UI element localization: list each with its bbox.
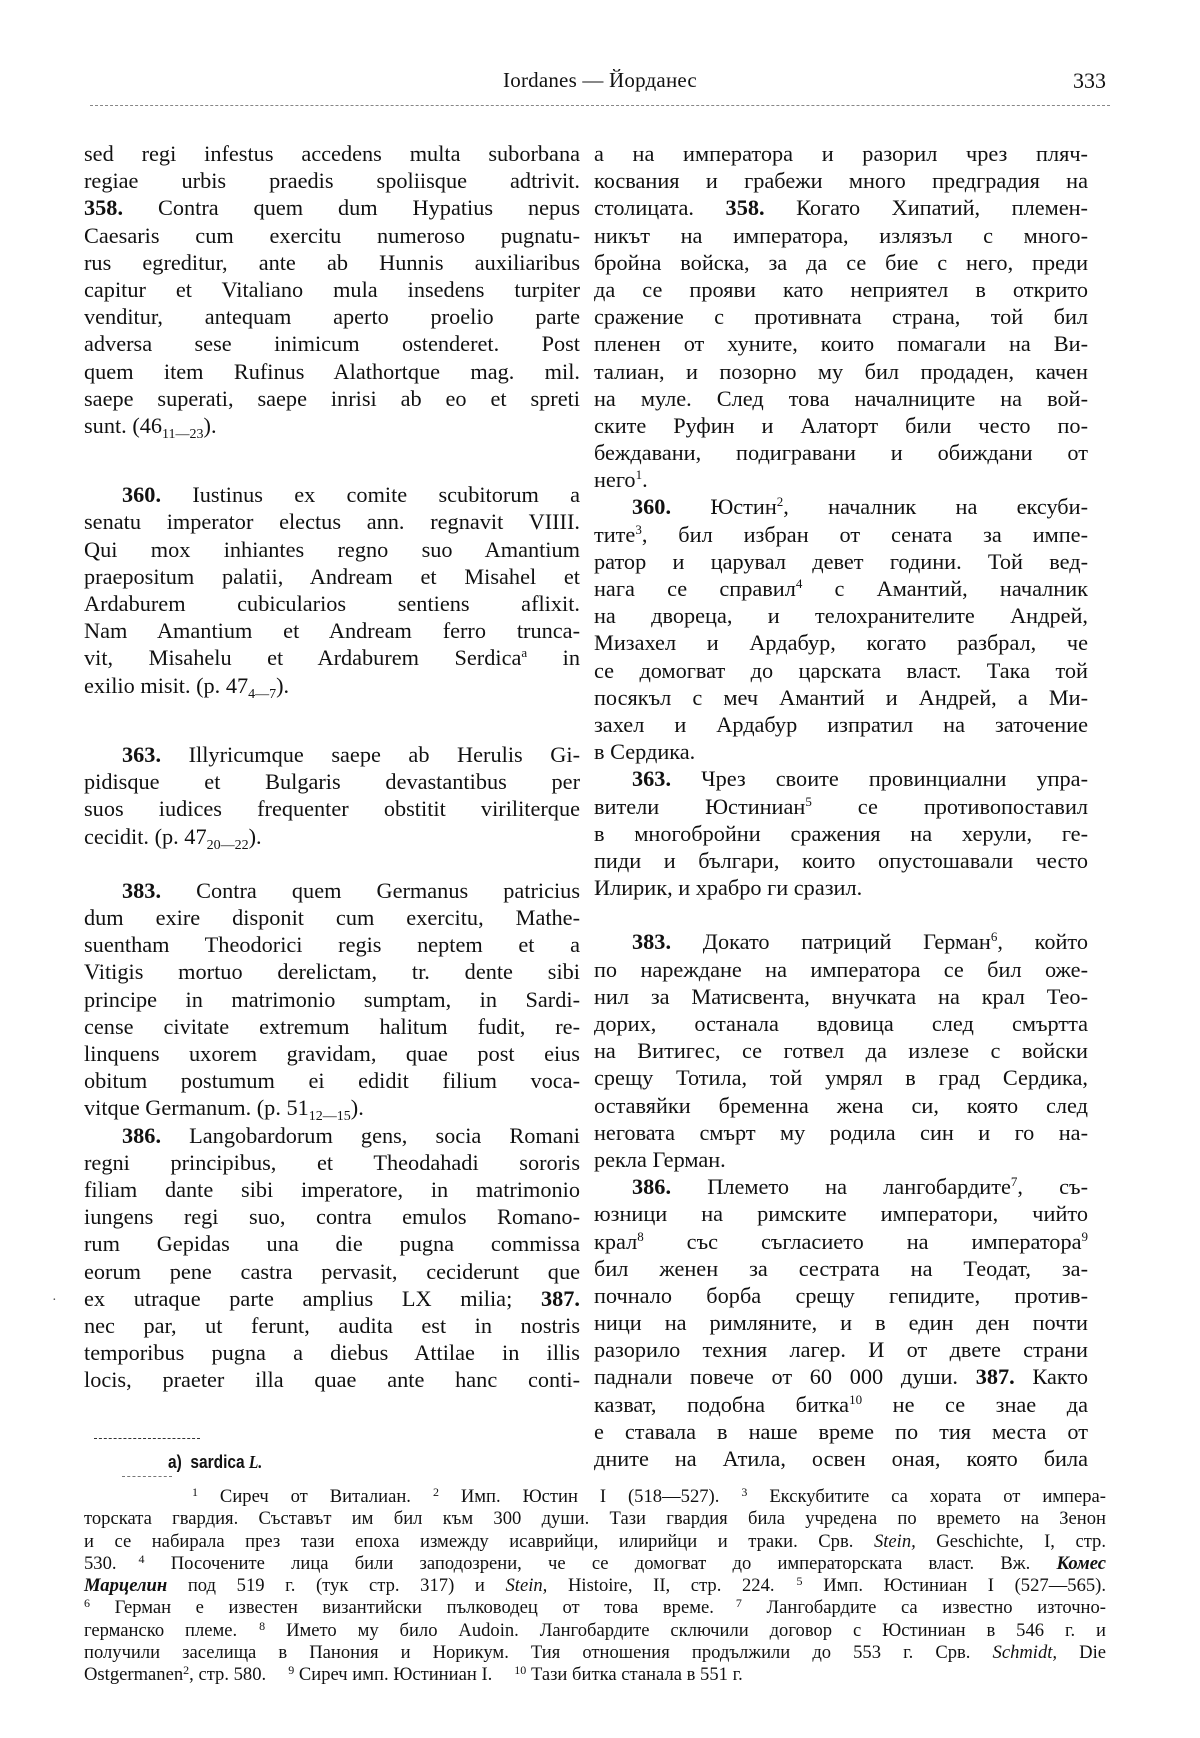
section-number: 363. [632,766,672,792]
text-segment: вители Юстиниан [594,793,806,819]
text-line: срещу Тотила, той умрял в град Сердика, [594,1065,1088,1091]
text-line: пленен от хуните, които помагали на Ви- [594,331,1088,357]
footnote-number: 5 [796,1574,803,1589]
text-line: дорих, останала вдовица след смъртта [594,1011,1088,1036]
bulgarian-paragraph-360 [594,493,1088,765]
text-line: nec par, ut ferunt, audita est in nostris [84,1312,580,1338]
text-line: venditur, antequam aperto proelio parte [84,304,580,330]
text-segment: ). [276,672,290,698]
text-line [594,793,1088,820]
text-segment: Както [1032,1364,1089,1390]
section-number: 383. [122,877,162,903]
text-segment: тите [594,521,636,547]
chronicle-name: Марцелин [84,1575,168,1597]
text-line: ратор и царувал девет години. Той вед- [594,548,1088,574]
text-segment: нага се справил [594,576,796,601]
text-line [84,481,580,508]
latin-paragraph-360 [84,481,580,702]
text-segment: се противопоставил [811,793,1089,819]
section-number: 386. [632,1174,672,1200]
footnote-text: Имп. Юстиниан I (527—565). [823,1575,1107,1597]
footnote-line: торската гвардия. Съставът им бил към 300 души. Тази гвардия била учредена по времето на Зенон [84,1508,1106,1530]
text-line: да се прояви като неприятел в открито [594,276,1088,302]
text-segment: Докато патриций Герман [702,929,991,955]
text-line: бил женен за сестрата на Теодат, за- [594,1255,1088,1281]
footnote-text: Посочените лица били заподозрени, че се домогват до императорската власт. Вж. [170,1552,1031,1574]
text-line: Ardaburem cubicularios sentiens aflixit. [84,591,580,616]
text-line: temporibus pugna a diebus Attilae in illis [84,1340,580,1366]
text-line: рекла Герман. [594,1146,726,1172]
text-segment: Племето на лангобардите [707,1174,1011,1200]
footnotes [84,1486,1106,1687]
text-line: е ставала в наше време по тия места от [594,1418,1088,1444]
section-number: 387. [540,1285,580,1311]
latin-paragraph-386-387 [84,1122,580,1394]
spacer [84,699,580,726]
latin-paragraph-363 [84,741,580,853]
section-number: 386. [122,1122,162,1148]
text-line: дните на Атила, освен оная, която била [594,1446,1088,1471]
footnote-number: 4 [138,1551,145,1566]
author-name: Stein, [505,1575,548,1597]
footnote-line [84,1531,1106,1553]
footnote-text: Екскубитите са хората от импера- [769,1486,1106,1507]
footnote-number: 7 [735,1596,742,1611]
text-line: почнало борба срещу гепидите, против- [594,1282,1088,1308]
text-line [84,1122,580,1149]
text-line: юзници на римските императори, чийто [594,1201,1088,1227]
text-line: разорило техния лагер. И от двете страни [594,1337,1088,1363]
page-header [90,68,1110,104]
footnote-text: получили заселища в Панония и Норикум. Тия отношения продължили до 553 г. Срв. [84,1642,971,1664]
footnote-marker[interactable]: 10 [849,1391,863,1407]
text-segment: Contra quem Germanus patricius [196,877,581,903]
apparatus-reading: sardica [190,1452,245,1472]
text-line: беждавани, подигравани и обиждани от [594,440,1088,466]
footnote-number: 6 [84,1596,90,1611]
text-segment: Когато Хипатий, племен- [796,195,1088,221]
spacer [84,850,580,877]
footnote-text: Името му било Audoin. Лангобардите сключили договор с Юстиниан в 546 г. и [286,1619,1106,1641]
text-line: Caesaris cum exercitu numeroso pugnatu- [84,222,580,248]
text-line: на Витигес, се готвел да излезе с войски [594,1038,1088,1064]
page-ref-subscript: 12—15 [308,1109,351,1125]
text-line: regni principibus, et Theodahadi sororis [84,1149,580,1175]
text-line [594,1173,1088,1200]
text-segment: не се знае да [862,1391,1089,1417]
critical-apparatus [168,1452,262,1473]
text-segment: паднали повече от 60 000 души. [594,1364,959,1390]
text-segment: с Амантий, началник [802,576,1088,601]
text-segment: Чрез своите провинциални упра- [701,766,1088,792]
footnote-text: Сиреч имп. Юстиниан I. [298,1664,493,1686]
footnote-text: Сиреч от Виталиан. [219,1486,411,1507]
text-line: а на императора и разорил чрез пляч- [594,141,1088,166]
text-line: ници на римляните, и в един ден почти [594,1310,1088,1336]
apparatus-label: a) [168,1452,182,1472]
text-line [84,672,580,702]
text-line [594,1391,1088,1418]
page-ref-subscript: 20—22 [206,837,249,853]
text-line: Илирик, и храбро ги сразил. [594,875,863,901]
text-segment: Iustinus ex comite scubitorum a [192,482,580,508]
text-segment: cecidit. (p. 47 [84,823,207,849]
text-line: adversa sese inimicum ostenderet. Post [84,331,580,357]
text-line: оставяйки бременна жена си, която след [594,1092,1088,1118]
text-line [594,521,1088,548]
bulgarian-column [594,140,1088,1472]
footnote-marker[interactable]: 5 [805,793,812,809]
text-line [84,823,580,853]
footnote-text: и се набирала през тази епоха измежду исаврийци, илирийци и траки. Срв. [84,1530,854,1552]
text-line: ските Руфин и Алаторт били често по- [594,412,1088,438]
footnote-number: 10 [514,1663,527,1678]
text-line: в Сердика. [594,739,696,765]
text-line [594,493,1088,520]
text-line: неговата смърт му родила син и го на- [594,1119,1088,1145]
footnote-text: Имп. Юстин I (518—527). [460,1486,720,1507]
footnote-marker[interactable]: 2 [776,494,784,510]
text-line [84,1094,580,1125]
footnote-line [84,1597,1106,1619]
footnote-rule [122,1476,172,1477]
text-line: Vitigis mortuo derelictam, tr. dente sibi [84,959,580,985]
section-number: 360. [122,482,162,508]
text-segment: Юстин [710,494,777,520]
text-segment: . [642,467,648,493]
text-segment: столицата. [594,195,694,221]
text-segment: него [594,467,636,493]
bulgarian-paragraph-363 [594,765,1088,901]
footnote-line [84,1620,1106,1642]
text-line: capitur et Vitaliano mula insedens turpiter [84,276,580,302]
author-name: Schmidt, [992,1642,1058,1664]
latin-paragraph-357-358 [84,140,580,442]
margin-mark: · [52,1293,57,1308]
footnote-text: Ostgermanen [84,1664,184,1686]
text-line: захел и Ардабур изпратил на заточение [594,711,1088,737]
text-segment: vit, Misahelu et Ardaburem Serdica [84,645,522,671]
footnote-marker[interactable]: 9 [1081,1228,1088,1244]
text-line: iungens regi suo, contra emulos Romano- [84,1204,580,1230]
text-line: по нареждане на императора се бил оже- [594,956,1088,982]
text-line: suos iudices frequenter obstitit viriliterque [84,796,580,822]
text-segment: sunt. (46 [84,412,163,438]
text-segment: Illyricumque saepe ab Herulis Gi- [188,741,580,767]
text-line [594,466,1088,493]
footnote-line [84,1575,1106,1597]
text-segment: със съгласието на императора [643,1228,1082,1254]
footnote-marker[interactable]: 1 [635,467,643,483]
footnote-text: германско племе. [84,1619,238,1641]
text-line: в многобройни сражения на херули, ге- [594,820,1088,846]
page-number: 333 [1073,68,1106,93]
footnote-text: 530. [84,1552,117,1574]
footnote-text: , стр. 580. [189,1664,267,1686]
text-line: dum exire disponit cum exercitu, Mathe- [84,905,580,931]
footnote-line [84,1486,1106,1508]
text-line [84,1285,580,1312]
text-line: пиди и българи, които опустошавали често [594,847,1088,873]
text-line [84,194,580,221]
text-line: praepositum palatii, Andream et Misahel et [84,563,580,589]
footnote-number: 3 [741,1485,748,1499]
spacer [84,439,580,466]
text-line [594,765,1088,792]
footnote-marker[interactable]: 6 [990,929,998,945]
text-segment: , който [997,929,1089,955]
footnote-number: 9 [288,1663,295,1678]
text-line [594,928,1088,955]
author-name: Stein, [873,1530,916,1552]
footnote-marker[interactable]: 3 [635,521,642,537]
text-line: Qui mox inhiantes regno suo Amantium [84,536,580,562]
text-line [594,194,1088,221]
spacer [84,726,580,741]
footnote-marker[interactable]: 4 [795,576,803,591]
footnote-text: Герман е известен византийски пълководец от това време. [114,1597,714,1619]
latin-paragraph-383 [84,877,581,1125]
section-number: 360. [632,494,672,520]
text-line: се домогват до царската власт. Така той [594,657,1088,683]
header-rule [90,105,1110,106]
chronicle-name: Комес [1056,1552,1106,1574]
text-line: Nam Amantium et Andream ferro trunca- [84,618,580,644]
text-line: pidisque et Bulgaris devastantibus per [84,769,580,795]
text-segment: ex utraque parte amplius LX milia; [84,1285,513,1311]
text-segment: vitque Germanum. (p. 51 [84,1095,309,1121]
text-line [594,1228,1088,1255]
text-line: rus egreditur, ante ab Hunnis auxiliaribus [84,249,580,275]
footnote-line [84,1664,1106,1686]
text-line [84,877,580,904]
page-ref-subscript: 4—7 [248,686,277,702]
spacer [84,466,580,481]
footnote-number: 8 [259,1618,266,1633]
text-line: косвания и грабежи много предградия на [594,168,1088,194]
text-segment: , съ- [1017,1174,1089,1200]
section-number: 358. [725,195,765,221]
section-number: 387. [975,1364,1015,1390]
text-segment: ). [203,412,217,438]
footnote-line [84,1642,1106,1664]
text-segment: Langobardorum gens, socia Romani [189,1122,581,1148]
text-line: obitum postumum ei edidit filium voca- [84,1068,580,1094]
text-segment: казват, подобна битка [594,1391,850,1417]
text-line: нил за Матисвента, внучката на крал Тео- [594,983,1088,1009]
text-line [84,644,580,671]
text-segment: exilio misit. (p. 47 [84,672,249,698]
section-number: 383. [632,929,672,955]
section-number: 363. [122,741,162,767]
text-line: saepe superati, saepe inrisi ab eo et spreti [84,385,580,411]
text-line: Мизахел и Ардабур, когато разбрал, че [594,630,1088,656]
footnote-text: Geschichte, I, стр. [936,1530,1106,1552]
section-number: 358. [84,195,124,221]
text-line: quem item Rufinus Alathortque mag. mil. [84,358,580,384]
running-title: Iordanes — Йорданес [503,68,697,92]
footnote-text: Тази битка станала в 551 г. [530,1664,743,1686]
text-line: на муле. След това началниците на вой- [594,385,1088,411]
text-segment: , началник на ексуби- [783,494,1088,520]
apparatus-rule [94,1438,200,1439]
text-line: посякъл с меч Амантий и Андрей, а Ми- [594,684,1088,710]
text-line [84,741,580,768]
footnote-text: Histoire, II, стр. 224. [567,1575,775,1597]
spacer [594,901,1088,928]
text-line: бройна войска, за да се бие с него, преди [594,249,1088,275]
text-segment: , бил избран от сената за импе- [641,521,1088,547]
text-line [594,575,1088,602]
text-segment: крал [594,1228,638,1254]
text-line: locis, praeter illa quae ante hanc conti- [84,1367,580,1393]
text-line: на двореца, и телохранителите Андрей, [594,603,1088,629]
text-segment: Contra quem dum Hypatius nepus [157,195,580,221]
apparatus-siglum: L. [248,1452,263,1472]
text-line: никът на императора, излязъл с много- [594,222,1088,248]
text-line: filiam dante sibi imperatore, in matrimonio [84,1176,580,1202]
text-line: сражение с противната страна, той бил [594,304,1088,330]
text-segment: ). [248,823,262,849]
footnote-marker[interactable]: 7 [1010,1174,1018,1190]
text-line: sed regi infestus accedens multa suborbana [84,141,580,166]
latin-column [84,140,580,1393]
text-line: cense civitate extremum halitum fudit, re- [84,1013,580,1039]
bulgarian-paragraph-386-387 [594,1173,1088,1472]
edition-superscript: 2 [183,1663,190,1678]
bulgarian-paragraph-383 [594,928,1088,1173]
text-segment: ). [350,1095,364,1121]
text-line: regiae urbis praedis spoliisque adtrivit. [84,168,580,194]
footnote-number: 2 [432,1485,439,1499]
text-line: eorum pene castra pervasit, ceciderunt que [84,1258,580,1284]
footnote-text: под 519 г. (тук стр. 317) и [187,1575,485,1597]
footnote-number: 1 [192,1485,198,1499]
apparatus-note-marker[interactable]: a [521,645,528,661]
text-line: senatu imperator electus ann. regnavit VIIII. [84,509,580,535]
text-line [594,1363,1088,1390]
bulgarian-paragraph-357-358 [594,140,1088,493]
text-segment: in [562,645,580,671]
footnote-marker[interactable]: 8 [637,1228,644,1244]
text-line: талиан, и позорно му бил продаден, качен [594,358,1088,384]
page-ref-subscript: 11—23 [162,426,204,442]
text-line: suentham Theodorici regis neptem et a [84,932,580,958]
text-line [84,412,580,442]
text-line: linquens uxorem gravidam, quae post eius [84,1041,580,1066]
text-line: rum Gepidas una die pugna commissa [84,1231,580,1257]
footnote-text: Лангобардите са известно източно- [766,1597,1106,1619]
footnote-text: Die [1079,1642,1106,1664]
footnote-line [84,1553,1106,1575]
text-line: principe in matrimonio sumptam, in Sardi- [84,986,580,1012]
